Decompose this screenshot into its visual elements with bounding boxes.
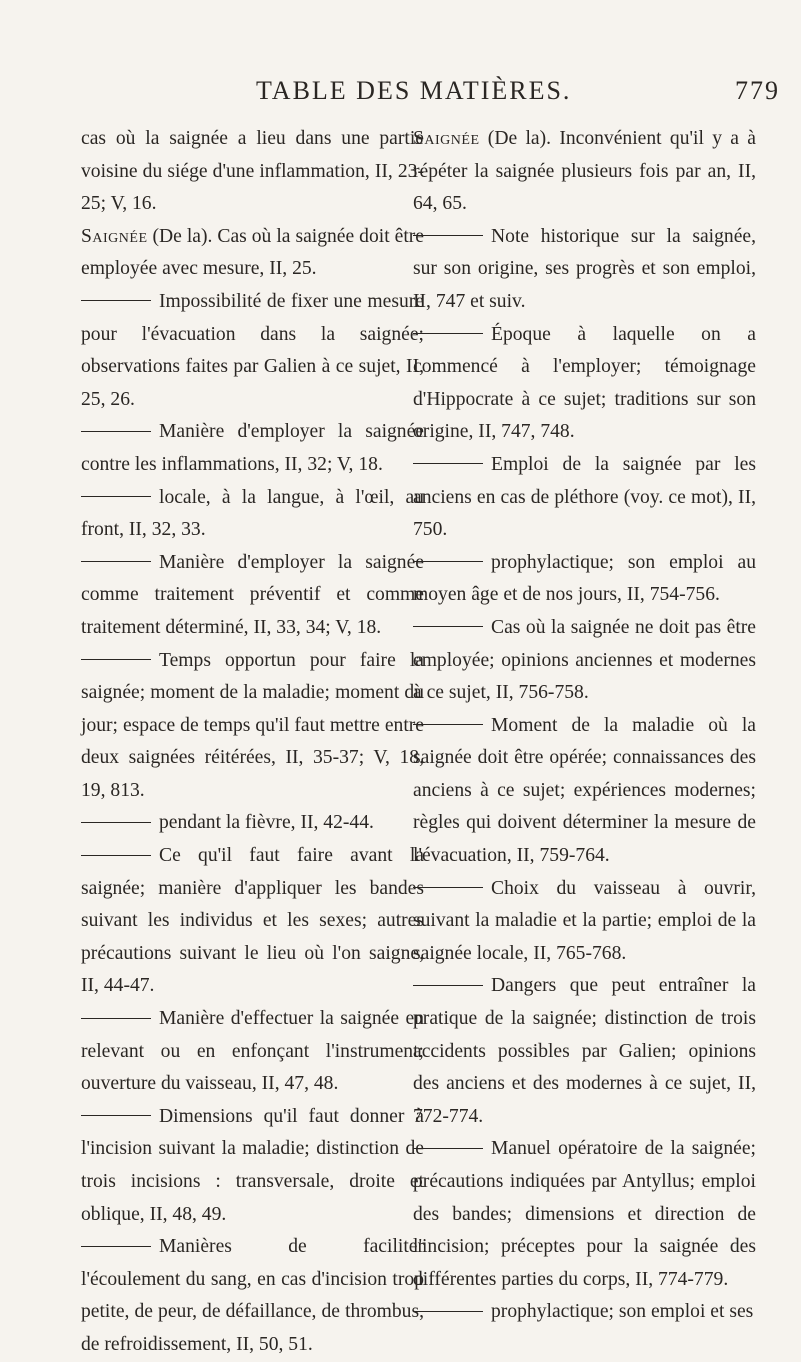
entry-text: Choix du vaisseau à ouvrir, suivant la maladie et la partie; emploi de la saignée locale, II, 765-768. xyxy=(413,877,756,964)
entry-dash xyxy=(81,561,151,562)
index-continuation xyxy=(81,123,424,221)
entry-dash xyxy=(81,855,151,856)
entry-text: cas où la saignée a lieu dans une partie voisine du siége d'une inflammation, II, 23-25; V, 16. xyxy=(81,128,424,215)
index-sub-entry xyxy=(81,645,424,808)
index-sub-entry xyxy=(81,1003,424,1101)
entry-text: Manière d'employer la saignée comme traitement préventif et comme traitement déterminé, II, 33, 34; V, 18. xyxy=(81,551,424,638)
entry-dash xyxy=(81,822,151,823)
right-column xyxy=(413,123,756,1329)
index-sub-entry xyxy=(413,873,756,971)
entry-dash xyxy=(81,431,151,432)
index-sub-entry xyxy=(81,286,424,416)
entry-dash xyxy=(81,300,151,301)
entry-dash xyxy=(413,724,483,725)
entry-text: Cas où la saignée ne doit pas être employée; opinions anciennes et modernes à ce sujet, II, 756-758. xyxy=(413,616,756,704)
entry-text: Dangers que peut entraîner la pratique de la saignée; distinction de trois accidents possibles par Galien; opinions des anciens et des modernes à ce sujet, II, 772-774. xyxy=(413,975,756,1127)
entry-text: prophylactique; son emploi au moyen âge et de nos jours, II, 754-756. xyxy=(413,551,756,606)
index-sub-entry xyxy=(81,1231,424,1361)
index-sub-entry xyxy=(413,449,756,547)
entry-text: Manière d'effectuer la saignée en relevant ou en enfonçant l'instrument; ouverture du vaisseau, II, 47, 48. xyxy=(81,1008,424,1095)
entry-dash xyxy=(81,496,151,497)
entry-text: (De la). Cas où la saignée doit être employée avec mesure, II, 25. xyxy=(81,225,424,280)
index-sub-entry xyxy=(81,416,424,481)
entry-dash xyxy=(81,1018,151,1019)
left-column xyxy=(81,123,424,1362)
entry-text: Époque à laquelle on a commencé à l'employer; témoignage d'Hippocrate à ce sujet; traditions sur son origine, II, 747, 748. xyxy=(413,323,756,443)
entry-dash xyxy=(413,985,483,986)
entry-text: prophylactique; son emploi et ses xyxy=(491,1301,754,1323)
page-header xyxy=(0,76,801,116)
index-sub-entry xyxy=(413,1133,756,1296)
index-sub-entry xyxy=(413,221,756,319)
entry-text: Manières de faciliter l'écoulement du sang, en cas d'incision trop petite, de peur, de défaillance, de thrombus, de refroidissement, II, 50, 51. xyxy=(81,1236,424,1355)
entry-dash xyxy=(81,1115,151,1116)
index-sub-entry xyxy=(81,807,424,840)
entry-dash xyxy=(413,1148,483,1149)
entry-text: Dimensions qu'il faut donner à l'incision suivant la maladie; distinction de trois incisions : transversale, droite et oblique, II, 48, 49. xyxy=(81,1105,424,1225)
index-sub-entry xyxy=(413,970,756,1133)
entry-dash xyxy=(413,626,483,627)
entry-headword: Saignée xyxy=(413,128,480,149)
index-sub-entry xyxy=(413,1296,756,1329)
index-heading-entry xyxy=(413,123,756,221)
index-sub-entry xyxy=(413,319,756,449)
running-title: TABLE DES MATIÈRES. xyxy=(256,76,572,105)
entry-text: locale, à la langue, à l'œil, au front, II, 32, 33. xyxy=(81,486,424,541)
index-sub-entry xyxy=(81,840,424,1003)
index-sub-entry xyxy=(413,710,756,873)
index-sub-entry xyxy=(413,612,756,710)
entry-text: Temps opportun pour faire la saignée; moment de la maladie; moment du jour; espace de temps qu'il faut mettre entre deux saignées réitérées, II, 35-37; V, 18, 19, 813. xyxy=(81,649,424,801)
entry-headword: Saignée xyxy=(81,225,148,247)
entry-dash xyxy=(413,333,483,334)
entry-dash xyxy=(413,561,483,562)
entry-dash xyxy=(413,887,483,888)
entry-text: Manuel opératoire de la saignée; précautions indiquées par Antyllus; emploi des bandes; dimensions et direction de l'incision; préceptes pour la saignée des différentes parties du corps, II, 774-779. xyxy=(413,1138,756,1290)
entry-text: Emploi de la saignée par les anciens en cas de pléthore (voy. ce mot), II, 750. xyxy=(413,453,756,541)
entry-dash xyxy=(413,235,483,236)
index-heading-entry xyxy=(81,221,424,286)
entry-dash xyxy=(413,1311,483,1312)
entry-text: Impossibilité de fixer une mesure pour l'évacuation dans la saignée; observations faites par Galien à ce sujet, II, 25, 26. xyxy=(81,290,424,410)
index-sub-entry xyxy=(413,547,756,612)
entry-dash xyxy=(81,659,151,660)
entry-text: Moment de la maladie où la saignée doit être opérée; connaissances des anciens à ce sujet; expériences modernes; règles qui doivent déterminer la mesure de l'évacuation, II, 759-764. xyxy=(413,714,756,867)
entry-dash xyxy=(413,463,483,464)
index-sub-entry xyxy=(81,482,424,547)
entry-text: (De la). Inconvénient qu'il y a à répéter la saignée plusieurs fois par an, II, 64, 65. xyxy=(413,128,756,215)
index-sub-entry xyxy=(81,547,424,645)
entry-text: Note historique sur la saignée, sur son origine, ses progrès et son emploi, II, 747 et suiv. xyxy=(413,225,756,312)
entry-text: Manière d'employer la saignée contre les inflammations, II, 32; V, 18. xyxy=(81,421,424,475)
index-sub-entry xyxy=(81,1101,424,1231)
page-number: 779 xyxy=(735,76,780,105)
entry-text: pendant la fièvre, II, 42-44. xyxy=(159,812,374,834)
entry-dash xyxy=(81,1246,151,1247)
entry-text: Ce qu'il faut faire avant la saignée; manière d'appliquer les bandes suivant les individus et les sexes; autres précautions suivant le lieu où l'on saigne, II, 44-47. xyxy=(81,845,424,997)
